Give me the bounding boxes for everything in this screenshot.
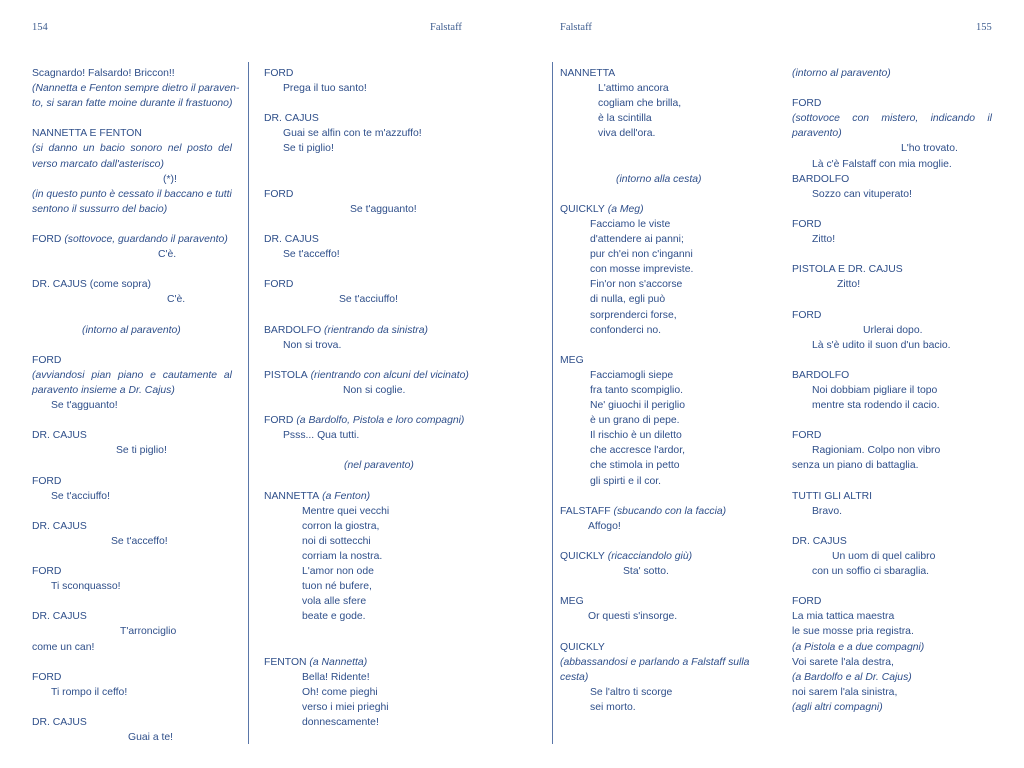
verse-line: L'attimo ancora (598, 83, 669, 95)
verse-line: Noi dobbiam pigliare il topo (812, 384, 938, 396)
column-1 (32, 66, 240, 745)
stage-direction: (agli altri compagni) (792, 701, 883, 713)
verse-line: Un uom di quel calibro (832, 551, 936, 562)
stage-direction: (intorno al paravento) (792, 68, 891, 79)
verse-line: Se ti piglio! (283, 143, 334, 155)
speaker-name: FORD (32, 475, 62, 487)
speaker-name: DR. CAJUS (264, 113, 319, 125)
speaker-name: BARDOLFO (792, 173, 850, 185)
verse-line: Sozzo can vituperato! (812, 188, 912, 200)
verse-line: C'è. (158, 249, 177, 261)
speaker-name: MEG (560, 596, 584, 608)
blank-line (264, 353, 504, 368)
stage-direction: paravento insieme a Dr. Cajus) (32, 384, 175, 396)
verse-line: Zitto! (837, 279, 861, 291)
verse-line: con un soffio ci sbaraglia. (812, 566, 930, 578)
speaker-name: FORD (32, 354, 62, 366)
column-divider-right (552, 62, 553, 744)
speaker-name: FORD (264, 68, 294, 79)
stage-direction: (sottovoce, guardando il paravento) (61, 234, 228, 246)
stage-direction: (intorno alla cesta) (616, 173, 702, 185)
verse-line: DR. CAJUS (come sopra) (32, 279, 151, 291)
stage-direction: cesta) (560, 671, 589, 683)
blank-line (264, 262, 504, 277)
verse-line: Se l'altro ti scorge (590, 686, 673, 698)
blank-line (264, 172, 504, 187)
blank-line (32, 504, 232, 519)
blank-line (32, 308, 232, 323)
verse-line: Urlerai dopo. (863, 324, 923, 336)
blank-line (32, 700, 232, 715)
blank-line (560, 534, 775, 549)
verse-line: (*)! (163, 173, 177, 185)
verse-line: Ti rompo il ceffo! (51, 686, 128, 698)
verse-line: Se t'agguanto! (51, 400, 118, 412)
blank-line (32, 413, 232, 428)
page-number-left: 154 (32, 22, 48, 33)
verse-line: confonderci no. (590, 324, 662, 336)
verse-line: C'è. (167, 294, 186, 306)
speaker-name: TUTTI GLI ALTRI (792, 490, 873, 502)
blank-line (792, 579, 992, 594)
verse-line: corron la giostra, (302, 520, 380, 532)
verse-line: Facciamogli siepe (590, 369, 674, 381)
verse-line: è un grano di pepe. (590, 415, 680, 427)
speaker-name: FENTON (a Nannetta) (264, 656, 368, 668)
speaker-name: PISTOLA (rientrando con alcuni del vicinato) (264, 369, 469, 381)
verse-line: sorprenderci forse, (590, 309, 677, 321)
speaker-name: PISTOLA E DR. CAJUS (792, 264, 903, 276)
blank-line (32, 111, 232, 126)
blank-line (32, 458, 232, 473)
blank-line (792, 474, 992, 489)
blank-line (560, 338, 775, 353)
verse-line: Sta' sotto. (623, 566, 669, 578)
blank-line (264, 217, 504, 232)
verse-line: Voi sarete l'ala destra, (792, 656, 894, 668)
verse-line: Il rischio è un diletto (590, 430, 682, 442)
verse-line: L'ho trovato. (901, 143, 958, 155)
blank-line (32, 338, 232, 353)
speaker-name: DR. CAJUS (792, 535, 847, 547)
speaker-name: FORD (32, 671, 62, 683)
verse-line: d'attendere ai panni; (590, 234, 684, 246)
running-title-right: Falstaff (560, 22, 592, 33)
speaker-name: DR. CAJUS (32, 430, 87, 442)
blank-line (560, 141, 775, 156)
stage-direction: (ricacciandolo giù) (604, 551, 693, 562)
stage-direction: (a Bardolfo e al Dr. Cajus) (792, 671, 912, 683)
blank-line (560, 157, 775, 172)
blank-line (32, 594, 232, 609)
speaker-name: DR. CAJUS (32, 717, 87, 729)
verse-line: noi sarem l'ala sinistra, (792, 686, 898, 698)
verse-line: Guai a te! (128, 732, 174, 744)
blank-line (792, 519, 992, 534)
verse-line: Guai se alfin con te m'azzuffo! (283, 128, 422, 140)
verse-line: noi di sottecchi (302, 535, 371, 547)
verse-line: di nulla, egli può (590, 294, 666, 306)
speaker-name: DR. CAJUS (264, 234, 319, 246)
column-3 (560, 66, 775, 715)
verse-line: senza un piano di battaglia. (792, 460, 919, 472)
verse-line: sei morto. (590, 701, 636, 713)
running-title-left: Falstaff (430, 22, 462, 33)
verse-line: donnescamente! (302, 717, 379, 729)
verse-line: Facciamo le viste (590, 218, 671, 230)
stage-direction: (sbucando con la faccia) (610, 505, 727, 517)
speaker-name: NANNETTA E FENTON (32, 128, 142, 140)
stage-direction: (a Meg) (604, 203, 644, 215)
speaker-name: FORD (264, 188, 294, 200)
verse-line: cogliam che brilla, (598, 98, 682, 110)
column-4 (792, 66, 992, 715)
speaker-name: FORD (264, 279, 294, 291)
verse-line: Non si trova. (283, 339, 342, 351)
blank-line (264, 640, 504, 655)
verse-line: è la scintilla (598, 113, 652, 125)
stage-direction: (intorno al paravento) (82, 324, 181, 336)
speaker-name: DR. CAJUS (32, 520, 87, 532)
stage-direction: to, si saran fatte moine durante il frastuono) (32, 98, 233, 110)
verse-line: beate e gode. (302, 611, 366, 623)
speaker-name: NANNETTA (560, 68, 616, 79)
speaker-name: NANNETTA (a Fenton) (264, 490, 371, 502)
verse-line: Ne' giuochi il periglio (590, 400, 685, 412)
speaker-name: BARDOLFO (rientrando da sinistra) (264, 324, 429, 336)
stage-direction: (sottovoce con mistero, indicando il (792, 113, 992, 125)
blank-line (560, 187, 775, 202)
verse-line: Bravo. (812, 505, 843, 517)
speaker-name: FORD (792, 98, 822, 110)
verse-line: T'arronciglio (120, 626, 177, 638)
verse-line: corriam la nostra. (302, 551, 383, 562)
speaker-name: BARDOLFO (792, 369, 850, 381)
stage-direction: (a Bardolfo, Pistola e loro compagni) (293, 415, 465, 427)
stage-direction: (avviandosi pian piano e cautamente al (32, 369, 232, 381)
blank-line (792, 247, 992, 262)
verse-line: Se ti piglio! (116, 445, 167, 457)
blank-line (264, 96, 504, 111)
verse-line: Or questi s'insorge. (588, 611, 678, 623)
stage-direction: verso marcato dall'asterisco) (32, 158, 164, 170)
stage-direction: (a Fenton) (319, 490, 371, 502)
blank-line (264, 398, 504, 413)
speaker-name: QUICKLY (560, 641, 605, 653)
verse-line: Ragioniam. Colpo non vibro (812, 445, 941, 457)
stage-direction: (nel paravento) (344, 460, 414, 472)
verse-line: che accresce l'ardor, (590, 445, 685, 457)
verse-line: Là c'è Falstaff con mia moglie. (812, 158, 952, 170)
column-divider-left (248, 62, 249, 744)
verse-line: Là s'è udito il suon d'un bacio. (812, 339, 951, 351)
verse-line: gli spirti e il cor. (590, 475, 662, 487)
verse-line: Affogo! (588, 520, 621, 532)
verse-line: Scagnardo! Falsardo! Briccon!! (32, 68, 175, 79)
blank-line (264, 308, 504, 323)
speaker-name: FORD (792, 309, 822, 321)
blank-line (560, 489, 775, 504)
speaker-name: FORD (a Bardolfo, Pistola e loro compagni) (264, 415, 465, 427)
verse-line: La mia tattica maestra (792, 611, 895, 623)
stage-direction: (si danno un bacio sonoro nel posto del (32, 143, 232, 155)
speaker-name: FORD (792, 218, 822, 230)
blank-line (792, 202, 992, 217)
stage-direction: paravento) (792, 128, 842, 140)
stage-direction: (abbassandosi e parlando a Falstaff sulla (560, 656, 750, 668)
speaker-name: QUICKLY (ricacciandolo giù) (560, 551, 693, 562)
stage-direction: (rientrando da sinistra) (321, 324, 429, 336)
verse-line: tuon né bufere, (302, 581, 372, 593)
speaker-name: FORD (sottovoce, guardando il paravento) (32, 234, 228, 246)
stage-direction: (a Nannetta) (306, 656, 368, 668)
stage-direction: (Nannetta e Fenton sempre dietro il paraven- (32, 83, 240, 95)
blank-line (32, 655, 232, 670)
verse-line: Se t'acciuffo! (339, 294, 398, 306)
blank-line (792, 353, 992, 368)
speaker-name: QUICKLY (a Meg) (560, 203, 644, 215)
stage-direction: sentono il sussurro del bacio) (32, 203, 168, 215)
verse-line: Oh! come pieghi (302, 686, 378, 698)
verse-line: Se t'acciuffo! (51, 490, 110, 502)
blank-line (792, 81, 992, 96)
blank-line (32, 549, 232, 564)
blank-line (32, 217, 232, 232)
verse-line: Fin'or non s'accorse (590, 279, 683, 291)
verse-line: Bella! Ridente! (302, 671, 370, 683)
blank-line (32, 262, 232, 277)
blank-line (264, 157, 504, 172)
speaker-name: DR. CAJUS (32, 611, 87, 623)
verse-line: Se t'agguanto! (350, 203, 417, 215)
verse-line: Se t'acceffo! (283, 249, 340, 261)
verse-line: Psss... Qua tutti. (283, 430, 360, 442)
verse-line: Zitto! (812, 234, 836, 246)
stage-direction: (in questo punto è cessato il baccano e tutti (32, 188, 232, 200)
verse-line: Non si coglie. (343, 384, 406, 396)
blank-line (560, 579, 775, 594)
verse-line: viva dell'ora. (598, 128, 656, 140)
verse-line: vola alle sfere (302, 596, 367, 608)
blank-line (792, 413, 992, 428)
verse-line: Mentre quei vecchi (302, 505, 390, 517)
verse-line: le sue mosse pria registra. (792, 626, 914, 638)
verse-line: come un can! (32, 641, 95, 653)
verse-line: L'amor non ode (302, 566, 374, 578)
verse-line: Se t'acceffo! (111, 535, 168, 547)
verse-line: con mosse impreviste. (590, 264, 694, 276)
blank-line (264, 474, 504, 489)
stage-direction: (rientrando con alcuni del vicinato) (307, 369, 469, 381)
column-2 (264, 66, 504, 730)
speaker-name: FORD (792, 430, 822, 442)
speaker-name: FORD (792, 596, 822, 608)
verse-line: Ti sconquasso! (51, 581, 121, 593)
blank-line (560, 624, 775, 639)
verse-line: Prega il tuo santo! (283, 83, 367, 95)
stage-direction: (a Pistola e a due compagni) (792, 641, 925, 653)
verse-line: fra tanto scompiglio. (590, 384, 683, 396)
blank-line (792, 292, 992, 307)
speaker-name: FALSTAFF (sbucando con la faccia) (560, 505, 727, 517)
page-number-right: 155 (976, 22, 992, 33)
verse-line: mentre sta rodendo il cacio. (812, 400, 940, 412)
speaker-name: MEG (560, 354, 584, 366)
speaker-name: FORD (32, 566, 62, 578)
blank-line (264, 624, 504, 639)
blank-line (264, 443, 504, 458)
verse-line: pur ch'ei non c'inganni (590, 249, 693, 261)
verse-line: verso i miei prieghi (302, 701, 389, 713)
verse-line: che stimola in petto (590, 460, 680, 472)
